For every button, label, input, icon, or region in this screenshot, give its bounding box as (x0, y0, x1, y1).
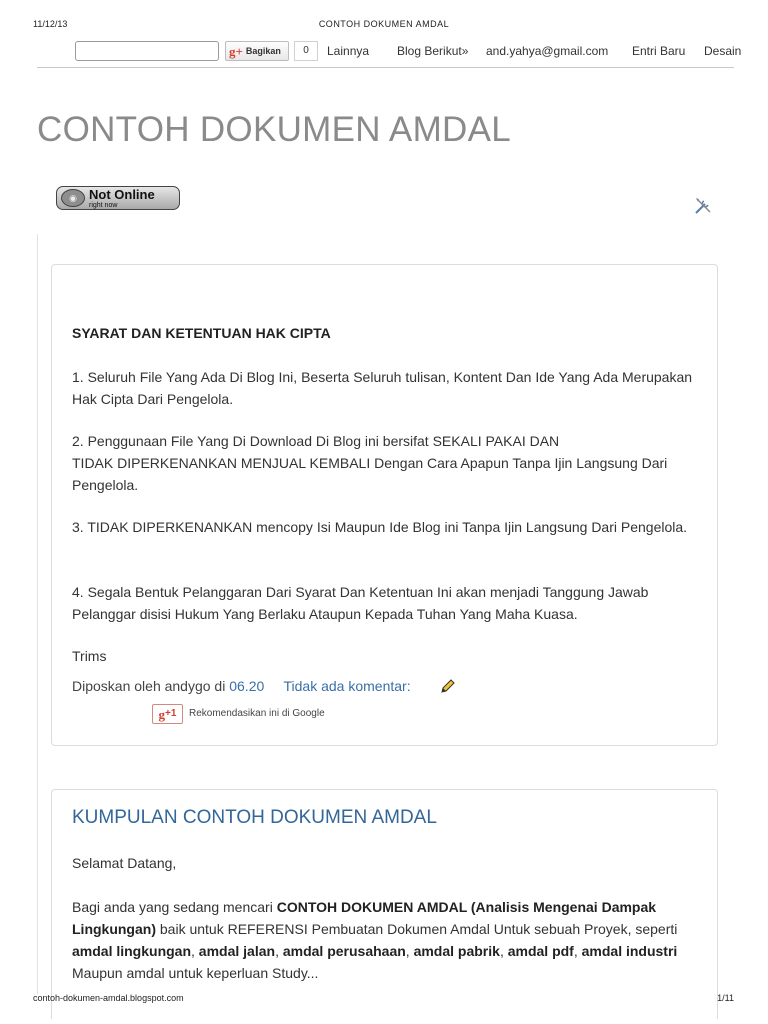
post-greeting: Selamat Datang, (72, 855, 177, 871)
google-plus-icon: g (158, 706, 166, 722)
post-time-link[interactable]: 06.20 (229, 678, 265, 694)
plus-one-label: +1 (165, 708, 177, 719)
status-sub-text: right now (89, 202, 118, 209)
blog-title: CONTOH DOKUMEN AMDAL (37, 110, 512, 149)
post-closing: Trims (72, 648, 107, 664)
post-intro-paragraph: Bagi anda yang sedang mencari CONTOH DOKUMEN AMDAL (Analisis Mengenai Dampak Lingkungan) baik untuk REFERENSI Pembuatan Dokumen Amdal Untuk sebuah Proyek, seperti amdal lingkungan, amdal jalan, amdal perusahaan, amdal pabrik, amdal pdf, amdal industri Maupun amdal untuk keperluan Study... (72, 899, 678, 981)
print-url: contoh-dokumen-amdal.blogspot.com (33, 993, 184, 1003)
next-blog-link[interactable]: Blog Berikut» (397, 44, 469, 58)
more-link[interactable]: Lainnya (327, 44, 370, 58)
print-date: 11/12/13 (33, 19, 68, 29)
status-face-icon: ◉ (61, 189, 85, 207)
edit-pencil-icon[interactable] (440, 678, 456, 694)
print-header (0, 19, 768, 33)
share-button[interactable] (225, 41, 289, 61)
post-card-copyright (51, 264, 718, 746)
posted-by: Diposkan oleh andygo di (72, 678, 226, 694)
content-left-border (37, 234, 38, 994)
tools-icon[interactable] (693, 196, 713, 216)
post-paragraph-1: 1. Seluruh File Yang Ada Di Blog Ini, Beserta Seluruh tulisan, Kontent Dan Ide Yang Ada Merupakan Hak Cipta Dari Pengelola. (72, 369, 693, 407)
recommend-text: Rekomendasikan ini di Google (189, 708, 325, 719)
design-link[interactable]: Desain (704, 44, 742, 58)
print-document-title: CONTOH DOKUMEN AMDAL (318, 19, 450, 29)
google-plus-one-button[interactable] (152, 704, 183, 724)
post-meta (72, 675, 456, 697)
account-email[interactable]: and.yahya@gmail.com (486, 44, 609, 58)
blogger-navbar (37, 40, 742, 68)
new-post-link[interactable]: Entri Baru (632, 44, 686, 58)
post-paragraph-4: 4. Segala Bentuk Pelanggaran Dari Syarat Dan Ketentuan Ini akan menjadi Tanggung Jawab Pelanggar disisi Hukum Yang Berlaku Ataupun Kepada Tuhan Yang Maha Kuasa. (72, 584, 649, 622)
post-title-link[interactable]: KUMPULAN CONTOH DOKUMEN AMDAL (72, 807, 437, 828)
print-page-number: 1/11 (717, 993, 734, 1003)
status-main-text: Not Online (89, 187, 155, 202)
comments-link[interactable]: Tidak ada komentar: (283, 678, 411, 694)
online-status-badge (56, 186, 180, 210)
share-label: Bagikan (245, 46, 281, 56)
share-count: 0 (294, 41, 318, 61)
post-card-amdal (51, 789, 718, 1019)
post-paragraph-3: 3. TIDAK DIPERKENANKAN mencopy Isi Maupun Ide Blog ini Tanpa Ijin Langsung Dari Pengelola. (72, 519, 688, 535)
post-heading: SYARAT DAN KETENTUAN HAK CIPTA (72, 325, 331, 341)
search-input[interactable] (75, 41, 219, 61)
google-plus-icon: g+ (229, 43, 243, 59)
post-paragraph-2: 2. Penggunaan File Yang Di Download Di Blog ini bersifat SEKALI PAKAI DAN TIDAK DIPERKENANKAN MENJUAL KEMBALI Dengan Cara Apapun Tanpa Ijin Langsung Dari Pengelola. (72, 433, 668, 493)
